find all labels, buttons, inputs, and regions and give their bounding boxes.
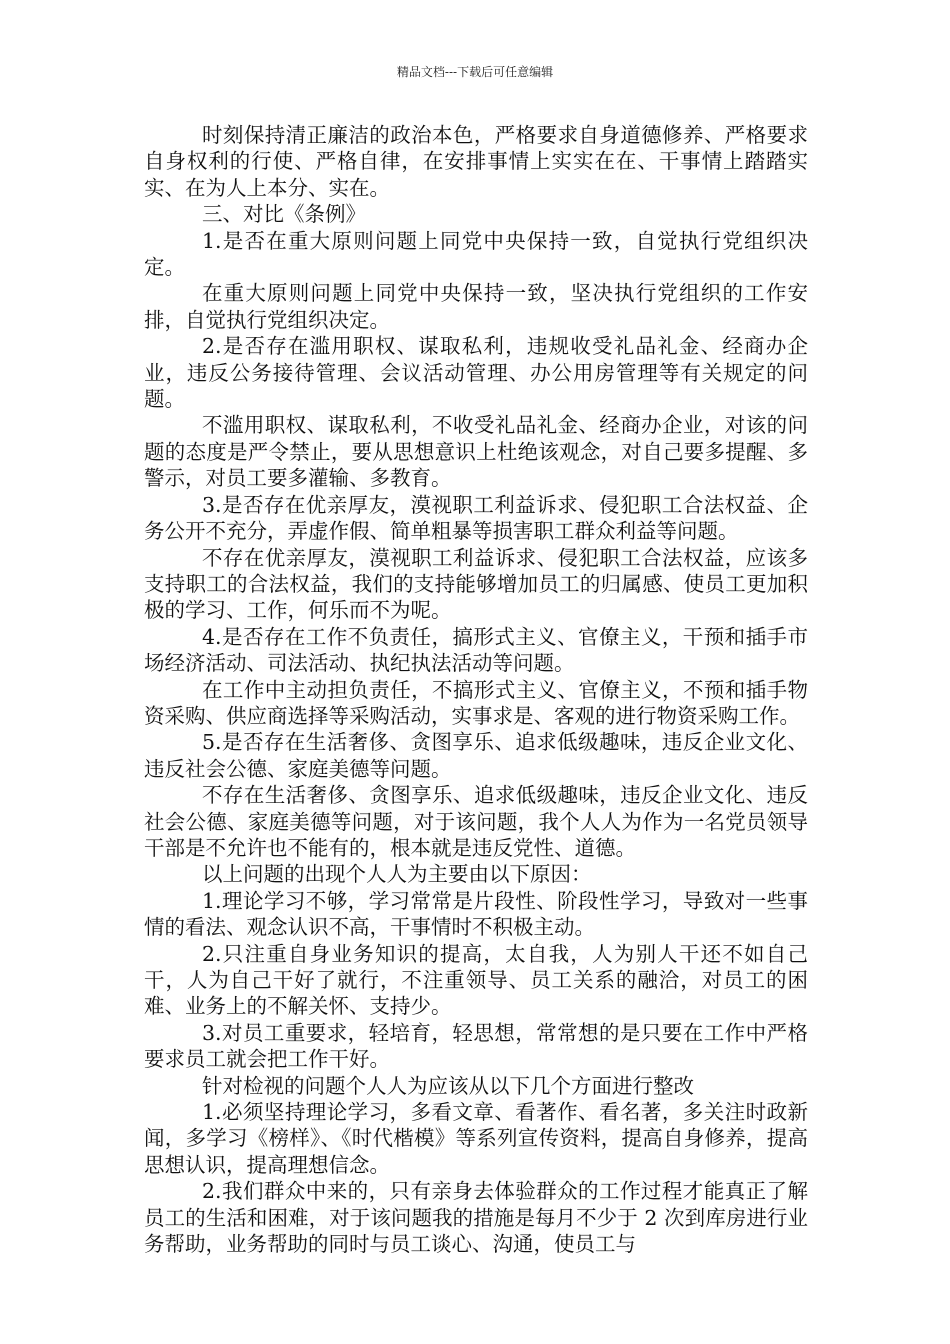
paragraph: 不存在生活奢侈、贪图享乐、追求低级趣味，违反企业文化、违反社会公德、家庭美德等问题，对于该问题，我个人人为作为一名党员领导干部是不允许也不能有的，根本就是违反党性、道德。 [144,783,808,860]
paragraph: 在重大原则问题上同党中央保持一致，坚决执行党组织的工作安排，自觉执行党组织决定。 [144,281,808,332]
paragraph: 时刻保持清正廉洁的政治本色，严格要求自身道德修养、严格要求自身权利的行使、严格自律，在安排事情上实实在在、干事情上踏踏实实、在为人上本分、实在。 [144,123,808,200]
paragraph: 1.理论学习不够，学习常常是片段性、阶段性学习，导致对一些事情的看法、观念认识不高，干事情时不积极主动。 [144,888,808,940]
paragraph: 1.必须坚持理论学习，多看文章、看著作、看名著，多关注时政新闻，多学习《榜样》、《时代楷模》等系列宣传资料，提高自身修养，提高思想认识，提高理想信念。 [144,1100,808,1177]
paragraph: 2.我们群众中来的，只有亲身去体验群众的工作过程才能真正了解员工的生活和困难，对于该问题我的措施是每月不少于 2 次到库房进行业务帮助，业务帮助的同时与员工谈心、沟通，使员工与 [144,1179,808,1257]
paragraph: 以上问题的出现个人人为主要由以下原因： [202,862,592,887]
paragraph: 2.只注重自身业务知识的提高，太自我，人为别人干还不如自己干，人为自己干好了就行，不注重领导、员工关系的融洽，对员工的困难、业务上的不解关怀、支持少。 [144,941,808,1019]
paragraph: 不存在优亲厚友，漠视职工利益诉求、侵犯职工合法权益，应该多支持职工的合法权益，我们的支持能够增加员工的归属感、使员工更加积极的学习、工作，何乐而不为呢。 [144,545,808,623]
paragraph: 5.是否存在生活奢侈、贪图享乐、追求低级趣味，违反企业文化、违反社会公德、家庭美德等问题。 [144,730,808,781]
paragraph: 2.是否存在滥用职权、谋取私利，违规收受礼品礼金、经商办企业，违反公务接待管理、会议活动管理、办公用房管理等有关规定的问题。 [144,334,808,412]
paragraph: 1.是否在重大原则问题上同党中央保持一致，自觉执行党组织决定。 [144,228,808,280]
paragraph: 4.是否存在工作不负责任，搞形式主义、官僚主义，干预和插手市场经济活动、司法活动、执纪执法活动等问题。 [144,624,808,676]
document-body [144,122,808,1257]
paragraph: 在工作中主动担负责任，不搞形式主义、官僚主义，不预和插手物资采购、供应商选择等采购活动，实事求是、客观的进行物资采购工作。 [144,677,808,728]
paragraph: 针对检视的问题个人人为应该从以下几个方面进行整改 [202,1073,694,1098]
paragraph: 不滥用职权、谋取私利，不收受礼品礼金、经商办企业，对该的问题的态度是严令禁止，要从思想意识上杜绝该观念，对自己要多提醒、多警示，对员工要多灌输、多教育。 [144,413,808,491]
section-heading: 三、对比《条例》 [202,202,366,227]
page-header: 精品文档---下载后可任意编辑 [396,65,554,79]
paragraph: 3.是否存在优亲厚友，漠视职工利益诉求、侵犯职工合法权益、企务公开不充分，弄虚作假、简单粗暴等损害职工群众利益等问题。 [144,492,808,544]
paragraph: 3.对员工重要求，轻培育，轻思想，常常想的是只要在工作中严格要求员工就会把工作干好。 [144,1020,808,1072]
